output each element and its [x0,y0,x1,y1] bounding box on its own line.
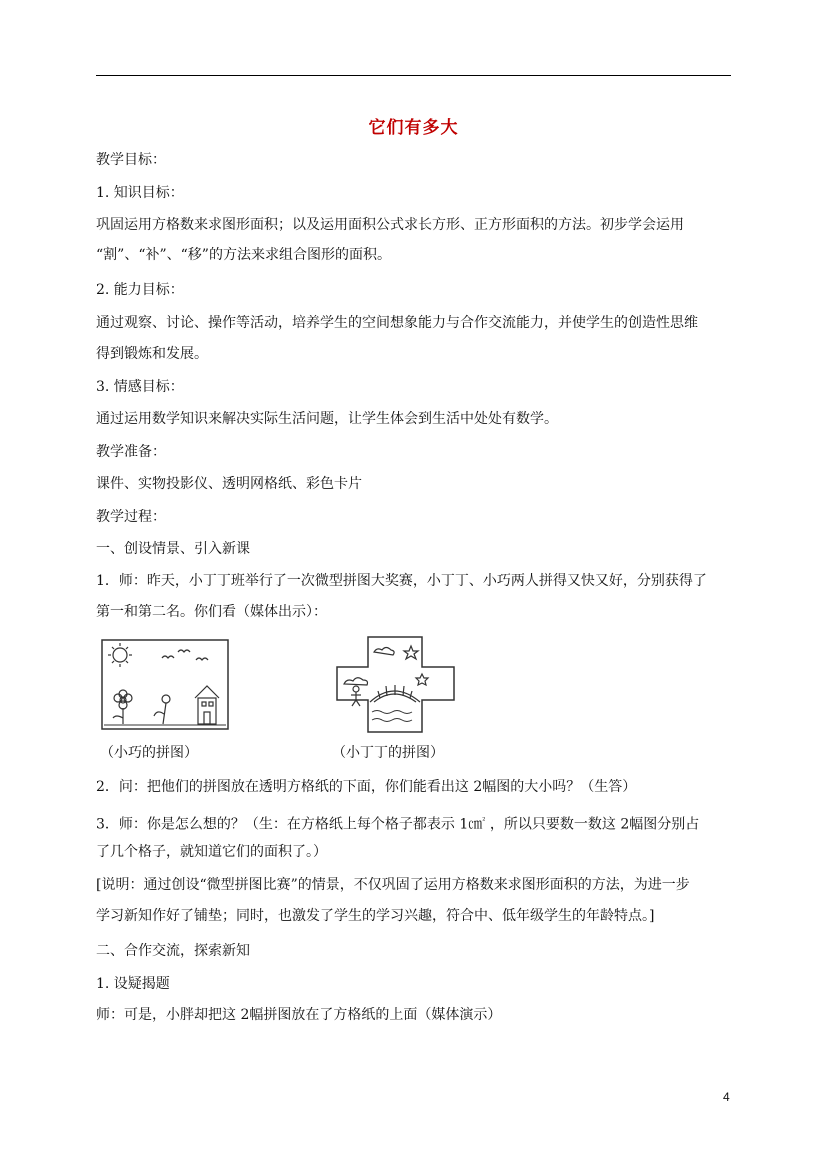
text-line: 通过运用数学知识来解决实际生活问题，让学生体会到生活中处处有数学。 [96,411,558,427]
text-line: 第一和第二名。你们看（媒体出示）： [96,604,327,620]
text-line: 通过观察、讨论、操作等活动，培养学生的空间想象能力与合作交流能力，并使学生的创造性思维 [96,315,698,331]
caption-left: （小巧的拼图） [100,745,198,761]
text-line: 巩固运用方格数来求图形面积；以及运用面积公式求长方形、正方形面积的方法。初步学会运用 [96,217,684,233]
xiaodingding-puzzle-image [334,634,458,736]
xiaoqiao-puzzle-image [100,638,230,731]
caption-right: （小丁丁的拼图） [332,745,444,761]
text-line: 教学过程： [96,509,166,525]
text-line: 2. 能力目标： [96,282,184,298]
text-line: 得到锻炼和发展。 [96,346,208,362]
text-line: 课件、实物投影仪、透明网格纸、彩色卡片 [96,476,362,492]
text-line: 1．师：昨天，小丁丁班举行了一次微型拼图大奖赛，小丁丁、小巧两人拼得又快又好，分别获得了 [96,573,707,589]
page-number: 4 [723,1090,730,1104]
text-line: 3．师：你是怎么想的？（生：在方格纸上每个格子都表示 1㎝$^{^2}$ ，所以只要数一数这 2幅图分别占 [96,816,700,833]
header-rule [96,75,731,76]
text-line: 1. 知识目标： [96,185,184,201]
text-line: 二、合作交流，探索新知 [96,943,250,959]
page-title: 它们有多大 [368,118,459,138]
text-line: 教学准备： [96,444,166,460]
text-line: 一、创设情景、引入新课 [96,541,250,557]
text-line: 1. 设疑揭题 [96,976,170,992]
text-line: “割”、“补”、“移”的方法来求组合图形的面积。 [96,247,391,263]
text-line: 了几个格子，就知道它们的面积了。） [96,844,327,860]
text-line: 3. 情感目标： [96,379,184,395]
text-line: 学习新知作好了铺垫；同时，也激发了学生的学习兴趣，符合中、低年级学生的年龄特点。] [96,908,655,924]
text-line: 2．问：把他们的拼图放在透明方格纸的下面，你们能看出这 2幅图的大小吗？（生答） [96,779,637,795]
text-line: 教学目标： [96,152,166,168]
text-line: [说明：通过创设“微型拼图比赛”的情景，不仅巩固了运用方格数来求图形面积的方法，为进一步 [96,877,690,893]
text-line: 师：可是，小胖却把这 2幅拼图放在了方格纸的上面（媒体演示） [96,1007,502,1023]
